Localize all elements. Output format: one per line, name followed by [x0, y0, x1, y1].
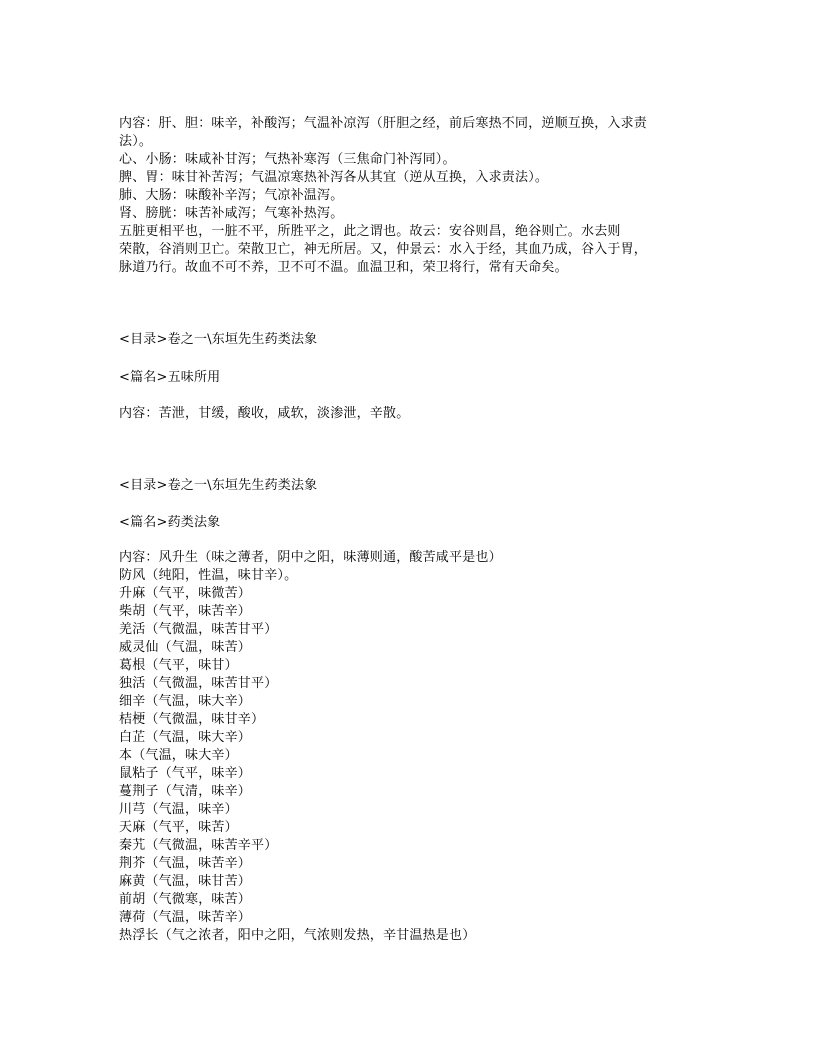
text-line: 脾、胃：味甘补苦泻；气温凉寒热补泻各从其宜（逆从互换，入求责法）。 [119, 170, 549, 185]
list-item: 防风（纯阳，性温，味甘辛）。 [119, 568, 298, 583]
text-line: 法）。 [119, 134, 153, 149]
list-item: 桔梗（气微温，味甘辛） [119, 712, 265, 727]
list-item: 羌活（气微温，味苦甘平） [119, 622, 278, 637]
list-item: 麻黄（气温，味甘苦） [119, 874, 252, 889]
list-item: 独活（气微温，味苦甘平） [119, 676, 278, 691]
list-item: 柴胡（气平，味苦辛） [119, 604, 252, 619]
section-directory [119, 477, 699, 495]
text-line: 心、小肠：味咸补甘泻；气热补寒泻（三焦命门补泻同）。 [119, 152, 456, 167]
list-item: 升麻（气平，味微苦） [119, 586, 252, 601]
list-item: 葛根（气平，味甘） [119, 658, 238, 673]
section-title [119, 369, 699, 387]
content-line: 内容：苦泄，甘缓，酸收，咸软，淡渗泄，辛散。 [119, 406, 410, 421]
section-title [119, 514, 699, 532]
list-item: 内容：风升生（味之薄者，阴中之阳，味薄则通，酸苦咸平是也） [119, 550, 502, 565]
text-line: 肺、大肠：味酸补辛泻；气凉补温泻。 [119, 188, 344, 203]
list-item: 秦艽（气微温，味苦辛平） [119, 838, 278, 853]
title-line: <篇名>五味所用 [119, 370, 221, 385]
list-item: 热浮长（气之浓者，阳中之阳，气浓则发热，辛甘温热是也） [119, 928, 476, 943]
text-line: 五脏更相平也，一脏不平，所胜平之，此之谓也。故云：安谷则昌，绝谷则亡。水去则 [119, 224, 621, 239]
list-item: 本（气温，味大辛） [119, 748, 238, 763]
list-item: 川芎（气温，味辛） [119, 802, 238, 817]
text-line: 脉道乃行。故血不可不养，卫不可不温。血温卫和，荣卫将行，常有天命矣。 [119, 260, 568, 275]
title-line: <篇名>药类法象 [119, 515, 221, 530]
section-directory [119, 331, 699, 349]
intro-paragraph [119, 115, 699, 277]
list-item: 白芷（气温，味大辛） [119, 730, 252, 745]
list-item: 薄荷（气温，味苦辛） [119, 910, 252, 925]
list-item: 蔓荆子（气清，味辛） [119, 784, 252, 799]
directory-line: <目录>卷之一\东垣先生药类法象 [119, 478, 318, 493]
text-line: 肾、膀胱：味苦补咸泻；气寒补热泻。 [119, 206, 344, 221]
herb-list [119, 549, 699, 945]
list-item: 威灵仙（气温，味苦） [119, 640, 252, 655]
text-line: 荣散，谷消则卫亡。荣散卫亡，神无所居。又，仲景云：水入于经，其血乃成，谷入于胃， [119, 242, 648, 257]
list-item: 荆芥（气温，味苦辛） [119, 856, 252, 871]
list-item: 鼠粘子（气平，味辛） [119, 766, 252, 781]
text-line: 内容：肝、胆：味辛，补酸泻；气温补凉泻（肝胆之经，前后寒热不同，逆顺互换，入求责 [119, 116, 648, 131]
list-item: 天麻（气平，味苦） [119, 820, 238, 835]
directory-line: <目录>卷之一\东垣先生药类法象 [119, 332, 318, 347]
list-item: 细辛（气温，味大辛） [119, 694, 252, 709]
section-content [119, 405, 699, 423]
list-item: 前胡（气微寒，味苦） [119, 892, 252, 907]
